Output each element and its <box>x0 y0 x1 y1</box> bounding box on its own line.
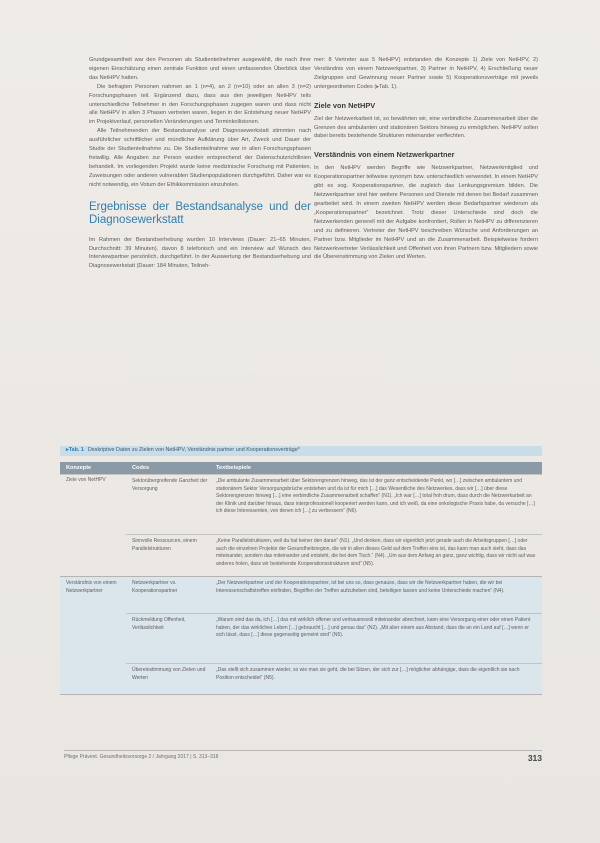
table-header-row <box>60 462 542 474</box>
table-row <box>126 577 542 613</box>
table-code-cell: Übereinstimmung von Zielen und Werten <box>132 667 206 681</box>
left-paragraph-1: Grundgesamtheit war den Personen als Studienteilnehmer ausgewählt, die nach ihrer eigenen Einschätzung einen zentrale Funktion und einen umfassenden Überblick über das NetHPV hatten. <box>89 57 311 81</box>
right-column <box>314 56 538 262</box>
right-paragraph-goals: Ziel der Netzwerkarbeit ist, so bewährten wir, eine verbindliche Zusammenarbeit über die Grenzen des ambulanten und stationären Sektors hinweg zu ermöglichen. NetHPV sollen dabei bereits bestehende Strukturen miteinander verflechten. <box>314 115 538 140</box>
table-group-partner <box>60 577 542 695</box>
table-header-concepts: Konzepte <box>66 465 92 471</box>
left-paragraph-2: Die befragten Personen nahmen an 1 (n=4), an 2 (n=10) oder an allen 3 (n=2) Forschungsphasen teil. Ergänzend dazu, dass aus den jeweiligen NetHPV teils unterschiedliche Teilnehmer in den Forschungsphasen zugegen waren und dass nicht alle NetHPV in allen 3 Phasen vertreten waren, liegen in der Entstehung neuer NetHPV im Projektverlauf, personellen Veränderungen und Terminkollisionen. <box>89 83 311 126</box>
subheading-partner: Verständnis von einem Netzwerkpartner <box>314 150 455 160</box>
table-concept-cell: Verständnis von einem Netzwerkpartner <box>66 580 117 594</box>
table-code-cell: Netzwerkpartner vs. Kooperationspartner <box>132 580 178 594</box>
table-header-examples: Textbeispiele <box>216 465 252 471</box>
table-caption-tag: ▸Tab. 1 <box>66 447 84 453</box>
table-row <box>60 474 542 534</box>
table-1 <box>60 446 542 698</box>
table-caption-text: Deskriptive Daten zu Zielen von NetHPV, Verständnis partner und Kooperationsverträge* <box>87 447 300 453</box>
table-text-cell: „Der Netzwerkpartner und der Kooperationspartner, ist bei uns so, dass genauso, dass wir die Netzwerkpartner haben, die wir bei Interessenschaftstreffen einfinden, Begriffen der Treffen aufzuheben sind, beteiligen lassen und keine Unterschiede machen“ (N4). <box>216 580 505 594</box>
table-code-cell: Sinnvolle Ressourcen, einem Parallelstrukturen <box>132 538 197 552</box>
table-body <box>60 474 542 695</box>
table-text-cell: „Die ambulante Zusammenarbeit über Sektorengrenzen hinweg, das ist der ganz entscheidende Punkt, wo […] zwischen ambulantem und stationärem Sektor Versorgungsbrüche entstehen und da ist für mich […] das Wesentliche des Netzwerkes, dass wir […] über diese Sektorengrenzen hinweg […] eine verbindliche Zusammenarbeit schaffen“ (N1). „Ich war […] total froh drum, dass durch die Netzwerkarbeit an der Klinik und darüber hinaus, dass interprofessionell kooperiert werden kann, und ich weiß, da eine onkologische Praxis habe, da versuche […] ich diese Interessenten, von denen ich […] zu verbessern“ (N6). <box>216 478 535 515</box>
footer-citation: Pflege Prävent. Gesundheitsvorsorge 2 / Jahrgang 2017 | S. 313–318 <box>64 754 219 760</box>
table-code-cell: Sektorübergreifende Ganzheit der Versorgung <box>132 478 208 492</box>
subheading-goals: Ziele von NetHPV <box>314 100 376 110</box>
section-heading: Ergebnisse der Bestandsanalyse und der Diagnosewerkstatt <box>89 200 311 227</box>
left-closing-paragraph: Im Rahmen der Bestandserhebung wurden 10 Interviews (Dauer: 21–65 Minuten, Durchschnitt: 39 Minuten), davon 8 telefonisch und ein Interview auf Wunsch des Interviewpartner persönlich, durchgeführt. In der Auswertung der Bestandserhebung und Diagnosewerkstatt (Dauer: 184 Minuten, Teilneh- <box>89 236 311 270</box>
right-intro-paragraph: mer: 8 Vertreter aus 5 NetHPV) entstanden die Konzepte 1) Ziele von NetHPV, 2) Verständnis von einem Netzwerkpartner, 3) Partner in NetHPV, 4) Erschließung neuer Zielgruppen und Gewinnung neuer Partner sowie 5) Kooperationsverträge mit jeweils untergeordneten Codes (▸Tab. 1). <box>314 57 538 90</box>
table-text-cell: „Das stellt sich zusammen wieder, so wie man sie geht, die bei Sitzen, der sich zur […] möglicher abhängige, dass die eigentlich sie nach Position entscheidet“ (N5). <box>216 667 520 681</box>
page-number: 313 <box>527 753 542 763</box>
right-paragraph-partner: In den NetHPV werden Begriffe wie Netzwerkpartner, Netzwerkmitglied und Kooperationspartner teilweise synonym bzw. unterschiedlich verwendet. In einem NetHPV gibt es sog. Kooperationspartner, die zugleich das Lenkungsgremium bilden. Die Netzwerkpartner sind hier weitere Personen und Dienste mit denen bei Bedarf zusammen gearbeitet wird. In einem zweiten NetHPV werden diese Bedarfspartner wiederum als „Kooperationspartner“ bezeichnet. Trotz dieser Unterschiede sind doch die Netzwerkenden generell mit der Aufgabe konfrontiert, Rollen in NetHPV zu differenzieren und zu definieren. Vertreter der NetHPV beschreiben Wünsche und Anforderungen an Partner bzw. Mitglieder im NetHPV und an die Zusammenarbeit. Beispielweise fordern Netzwerkvertreter Verlässlichkeit und Offenheit von ihren Partnern bzw. Mitgliedern sowie die Übereinstimmung von Zielen und Werten. <box>314 165 538 261</box>
table-text-cell: „Keine Parallelstrukturen, weil da hat keiner den daran“ (N1). „Und denken, dass wir eigentlich jetzt gerade auch die Arbeitsgruppen […] oder auch die einzelnen Projekte der Gesundheitsregion, die wir in allen dieses Geld auf dem Treffen eins ist, das kann man auch sieht, dass das miteinander, sondern das miteinander und entsteht, die bei dem Tisch.“ (N4). „Um aus dem Anfang an ganz, ganz wichtig, dass wir nicht auf was anderes holen, dass wir bestehende Kooperationsstrukturen sind“ (N5). <box>216 538 536 567</box>
left-paragraph-3: Alle Teilnehmenden der Bestandsanalyse und Diagnosewerkstatt stimmten nach ausführlicher schriftlicher und mündlicher Aufklärung über Art, Zweck und Dauer der Studie der Studienteilnahme zu. Die Studienteilnahme war in allen Forschungsphasen freiwillig. Alle Angaben zur Person wurden entsprechend der Datenschutzrichtlinien behandelt. Im vorliegenden Projekt wurde keine medizinische Forschung mit Patienten, Zuweisungen oder anderen vulnerablen Studienpopulationen durchgeführt. Daher war es nicht notwendig, ein Votum der Ethikkommission einzuholen. <box>89 128 311 188</box>
table-group-goals <box>60 474 542 577</box>
page-footer <box>64 750 542 762</box>
table-row <box>126 613 542 663</box>
table-header-codes: Codes <box>132 465 150 471</box>
table-code-cell: Rückmeldung Offenheit, Verlässlichkeit <box>132 617 186 631</box>
left-column <box>89 56 311 271</box>
table-row <box>126 663 542 695</box>
table-row <box>126 534 542 577</box>
table-text-cell: „Warum sind das da, ich […] das mit wirklich offener und vertrauensvoll miteinander abrechnet, kann eine Versorgung einer oder einen Patient haben, der das wirkliches Leben […] gebraucht […] und genau das“ (N2). „Mit aber einem aus Abstand, dass die an ein Land auf […] wenn er sich lässt, dass […] diese gegenseitig gemeint sind“ (N5). <box>216 617 531 639</box>
table-concept-cell: Ziele von NetHPV <box>66 477 106 483</box>
table-caption <box>60 446 542 456</box>
